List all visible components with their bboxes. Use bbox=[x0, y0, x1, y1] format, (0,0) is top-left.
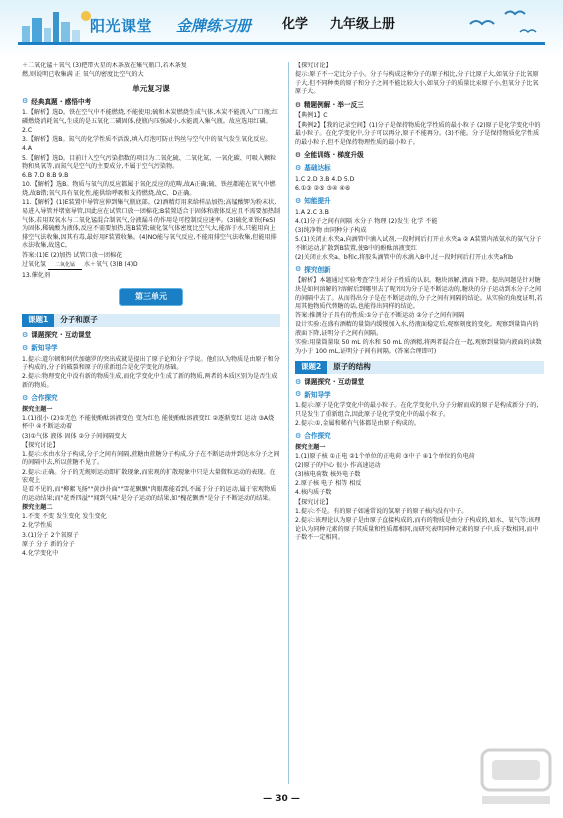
all-round-heading bbox=[295, 151, 544, 160]
list-item: 3.【解析】选B。氮气的化学性质不活泼,填入灯泡可防止钨丝与空气中的氧气发生氧化反应。 bbox=[22, 136, 272, 144]
inquiry-heading-label: 课题探究 · 互动课堂 bbox=[304, 377, 365, 386]
innovation-heading-label: 探究创新 bbox=[304, 265, 331, 274]
intro-line: ＋二氧化锰＋氧气 (3)把带火星的木条放在集气瓶口,若木条复 bbox=[22, 62, 187, 69]
formula-product: 水＋氧气 bbox=[84, 261, 109, 269]
intro-line: 燃,则说明已收集满 正 氧气的密度比空气的大 bbox=[22, 71, 144, 79]
review-heading-label: 经典真题 · 感悟中考 bbox=[31, 97, 92, 106]
theme-title: 探究主题一 bbox=[22, 405, 53, 413]
right-column bbox=[288, 62, 544, 784]
gear-icon: ⚙ bbox=[295, 196, 302, 205]
list-item: 2.原子核 电子 相等 相反 bbox=[295, 480, 362, 488]
list-item: 4.化学变化中 bbox=[22, 549, 59, 557]
list-item: 是看不见的,而"柳絮飞扬""黄沙扑面""雪花飘飘"肉眼都能看到,不属于分子的运动,属于宏观物质的运动结果;而"花香四溢""闻到气味"是分子运动的结果,如"槐花飘香"是分子不断运动的结果。 bbox=[22, 486, 277, 503]
list-item: 2.提示:①,金属和稀有气体都是由原子构成的。 bbox=[295, 420, 420, 428]
exercise-heading bbox=[295, 101, 544, 110]
list-item: 4.A bbox=[22, 145, 32, 153]
coop-heading bbox=[22, 394, 280, 404]
list-item: 1.(1)很小 (2)①无色 不能使酚酞溶液变色 变为红色 能使酚酞溶液变红 ②逐渐变红 运动 ③A烧杯中 ④不断运动着 bbox=[22, 414, 275, 431]
list-item: 4.(1)分子之间有间隔 水分子 物理 (2)发生 化学 不能 bbox=[295, 217, 438, 225]
ability-heading-label: 知能提升 bbox=[304, 196, 331, 205]
gear-icon: ⚙ bbox=[295, 101, 301, 110]
basic-heading bbox=[295, 164, 544, 174]
list-item: 1.【解析】选D。铁在空气中不能燃烧,不能使用;硫和木炭燃烧生成气体,木炭不能流入广口瓶;红磷燃烧消耗氧气,生成的是五氧化二磷固体,使瓶内压强减小,水能流入集气瓶。故应选用红磷。 bbox=[22, 109, 279, 125]
exercise-heading-label: 精题例解 · 举一反三 bbox=[303, 101, 364, 110]
list-item: 1.A 2.C 3.B bbox=[295, 208, 329, 216]
list-item: 答案:推测分子具有的性质:①分子在不断运动 ②分子之间有间隔 bbox=[295, 312, 465, 320]
left-column bbox=[22, 62, 280, 784]
list-item: (2)原子的中心 很小 作高速运动 bbox=[295, 462, 381, 470]
list-item: 5.【解析】选D。目前计入空气污染指数的项目为二氧化硫、二氧化氮、一氧化碳、可吸入颗粒物和臭氧等,而氮气是空气的主要成分,不属于空气污染物。 bbox=[22, 154, 277, 171]
inquiry-heading bbox=[22, 331, 280, 341]
gear-icon: ⚙ bbox=[295, 265, 302, 274]
theme-title: 探究主题一 bbox=[295, 443, 326, 451]
preview-heading-label: 新知导学 bbox=[304, 390, 331, 399]
coop-heading-label: 合作探究 bbox=[304, 432, 331, 441]
brand-subtitle: 金牌练习册 bbox=[176, 17, 252, 35]
list-item: 原子 分子 新的分子 bbox=[22, 540, 75, 548]
review-title: 单元复习课 bbox=[132, 83, 170, 93]
watermark-logo bbox=[478, 744, 554, 810]
analysis-title: 【探究讨论】 bbox=[22, 441, 59, 449]
preview-heading bbox=[295, 390, 544, 400]
list-item: 【典例1】C bbox=[295, 112, 328, 120]
list-item: 提示:原子不一定比分子小。分子与构成这种分子的原子相比,分子比原子大,如氧分子比氧原子大,但不同种类的原子和分子之间不能比较大小,如氧分子的质量比汞原子小,但氧分子比氧原子大。 bbox=[295, 71, 539, 96]
gear-icon: ⚙ bbox=[295, 377, 302, 386]
analysis-title: 【探究讨论】 bbox=[295, 62, 332, 69]
list-item: 3.(1)分子 2个氧原子 bbox=[22, 531, 79, 539]
coop-heading-label: 合作探究 bbox=[31, 393, 58, 402]
list-item: 2.提示:正确。分子的无规则运动即扩散现象,而宏观的扩散现象中只是大量微粒运动的表现。在宏观上 bbox=[22, 468, 276, 485]
brand-title: 阳光课堂 bbox=[90, 17, 153, 35]
gear-icon: ⚙ bbox=[22, 343, 29, 352]
list-item: 4.核内质子数 bbox=[295, 489, 332, 497]
list-item: (3)核电荷数 核外电子数 bbox=[295, 471, 361, 479]
theme-title: 探究主题二 bbox=[22, 504, 53, 512]
list-item: 实验:用量筒量取 50 mL 的水和 50 mL 的酒精,将两者混合在一起,观察到量筒内液面的读数为小于 100 mL,证明分子间有间隔。(答案合理即可) bbox=[295, 339, 542, 355]
preview-heading-label: 新知导学 bbox=[31, 343, 58, 352]
list-item: 6.①③ ②⑤ ③④ ④⑥ bbox=[295, 184, 351, 192]
formula-reactant: 过氧化氢 bbox=[22, 261, 47, 269]
review-heading bbox=[22, 97, 280, 107]
lesson-bar bbox=[22, 314, 280, 328]
list-item: 2.C bbox=[22, 127, 33, 135]
chemical-formula bbox=[22, 261, 280, 270]
lesson-bar bbox=[295, 361, 544, 375]
ability-heading bbox=[295, 197, 544, 207]
gear-icon: ⚙ bbox=[22, 330, 29, 339]
list-item: 5.(1)关闭止水夹a,向滴管中滴入试剂,一段时间后打开止水夹a ② A装置内浓氨水的氨气分子不断运动,扩散到B装置,使B中的酚酞溶液变红 bbox=[295, 235, 542, 252]
list-item: 1.提示:道尔顿和阿伏加德罗的突出成就是提出了原子论和分子学说。他们认为物质是由原子和分子构成的,分子的破裂和原子的重新组合是化学变化的基础。 bbox=[22, 355, 280, 372]
list-item: 10.【解析】选B。物质与氧气的反应都属于氧化反应的范畴,故A正确;硫、铁丝都能在氧气中燃烧,故B错;氧气具有氧化性,能供给呼吸和支持燃烧,故C、D正确。 bbox=[22, 181, 276, 198]
gear-icon: ⚙ bbox=[295, 151, 301, 160]
unit-banner: 第三单元 bbox=[119, 288, 183, 305]
gear-icon: ⚙ bbox=[22, 97, 29, 106]
list-item: (2)关闭止水夹a、b和c,将胶头滴管中的水滴入B中,过一段时间后打开止水夹a和b bbox=[295, 253, 514, 261]
page-header bbox=[0, 0, 563, 58]
all-round-heading-label: 全能训练 · 梯度升级 bbox=[303, 151, 364, 160]
innovation-heading bbox=[295, 265, 544, 275]
list-item: 1.C 2.D 3.B 4.D 5.D bbox=[295, 175, 355, 183]
answer-line: 答案:(1)E (2)加热 试管口放一团棉花 bbox=[22, 251, 123, 259]
list-item: 2.提示:物理变化中没有新的物质生成,而化学变化中生成了新的物质,两者的本质区别为是否生成新的物质。 bbox=[22, 373, 278, 390]
inquiry-heading bbox=[295, 378, 544, 388]
header-rule bbox=[18, 42, 545, 45]
gear-icon: ⚙ bbox=[295, 390, 302, 399]
list-item: 2.化学性质 bbox=[22, 522, 53, 530]
list-item: 11.【解析】(1)E装置中导管应伸到集气瓶底部。(2)酒精灯用来给样品加热;高锰酸钾为粉末状,易进入导管并堵塞导管,因此应在试管口放一团棉花;B装置适合于固体和液体反应且不需要加热制气体,若用双氧水与二氧化锰混合制氧气,分液漏斗的作用是可控制反应速率。(3)硫化亚铁(FeS)为固体,稀硫酸为液体,反应不需要加热,选B装置;硫化氢气体密度比空气大,能溶于水,只能用向上排空气法收集,因其有毒,最好用F装置收集。(4)NO能与氧气反应,不能用排空气法收集,但能用排水法收集,故选C。 bbox=[22, 199, 280, 250]
list-item: 2.提示:该理论认为原子是由原子直接构成的,而有的物质是由分子构成的,如水、氧气等;该理论认为同种元素的原子其质量和性质都相同,而研究表明同种元素的原子中,质子数相同,而中子数不一定相同。 bbox=[295, 516, 541, 542]
formula-catalyst: 二氧化锰 bbox=[55, 261, 76, 268]
list-item: 13.催化剂 bbox=[22, 271, 50, 279]
inquiry-heading-label: 课题探究 · 互动课堂 bbox=[31, 331, 92, 340]
birds-icon bbox=[460, 4, 550, 44]
list-item: 1.不变 不变 发生变化 发生变化 bbox=[22, 513, 107, 521]
formula-tail: (3)B (4)D bbox=[110, 261, 138, 269]
list-item: 【解析】本题通过实验考查学生对分子性质的认识。糖块溶解,液面下降。提出问题是针对糖块是如何溶解的?溶解后到哪里去了呢?因为分子是不断运动的,糖块的分子运动到水分子之间的间隔中去了。从而得出分子是在不断运动的,分子之间有间隔的结论。从实验的角度证明,若用其他物质代替糖的话,也能得出同样的结论。 bbox=[295, 277, 543, 311]
list-item: 1.提示:原子是化学变化中的最小粒子。在化学变化中,分子分解而成的原子是构成新分子的,只是发生了重新组合,因此原子是化学变化中的最小粒子。 bbox=[295, 402, 539, 419]
preview-heading bbox=[22, 344, 280, 354]
list-item: 【典例2】【我的记录空间】(1)分子是保持物质化学性质的最小粒子 (2)原子是化学变化中的最小粒子。在化学变化中,分子可以再分,原子不能再分。(3)不能。分子是保持物质化学性质的最小粒子,但不是保持物理性质的最小粒子。 bbox=[295, 121, 541, 146]
list-item: 1.(1)原子核 ①正电 ②1个单位的正电荷 ③中子 ④1个单位的负电荷 bbox=[295, 452, 475, 460]
gear-icon: ⚙ bbox=[295, 163, 302, 172]
analysis-title: 【探究讨论】 bbox=[295, 498, 332, 506]
list-item: 1.提示:不是。有的原子如通常说的氢原子的原子核内没有中子。 bbox=[295, 507, 468, 515]
grade-label: 九年级上册 bbox=[330, 17, 396, 32]
list-item: 设计实验:在盛有酒精的量筒内缓慢加入水,待液面稳定后,观察刻度的变化。观察到量筒内的液面下降,证明分子之间有间隔。 bbox=[295, 321, 539, 338]
coop-heading bbox=[295, 432, 544, 442]
list-item: (3)纯净物 由同种分子构成 bbox=[295, 226, 367, 234]
formula-arrow bbox=[48, 262, 82, 270]
lesson-title: 分子和原子 bbox=[54, 314, 280, 327]
subject-label: 化学 bbox=[282, 17, 309, 32]
page-number: — 30 — bbox=[263, 794, 300, 804]
list-item: 6.B 7.D 8.B 9.B bbox=[22, 172, 69, 180]
lesson-tag: 课题1 bbox=[22, 314, 54, 327]
lesson-title: 原子的结构 bbox=[327, 361, 544, 374]
list-item: 1.提示:水由水分子构成,分子之间有间隔,蔗糖由蔗糖分子构成,分子在不断运动并到达水分子之间的间隔中去,所以蔗糖不见了。 bbox=[22, 450, 280, 467]
city-skyline-icon bbox=[20, 8, 100, 44]
lesson-tag: 课题2 bbox=[295, 361, 327, 374]
gear-icon: ⚙ bbox=[295, 431, 302, 440]
basic-heading-label: 基础达标 bbox=[304, 164, 331, 173]
list-item: (3)①气体 液体 固体 ②分子间间隔变大 bbox=[22, 432, 127, 440]
gear-icon: ⚙ bbox=[22, 393, 29, 402]
